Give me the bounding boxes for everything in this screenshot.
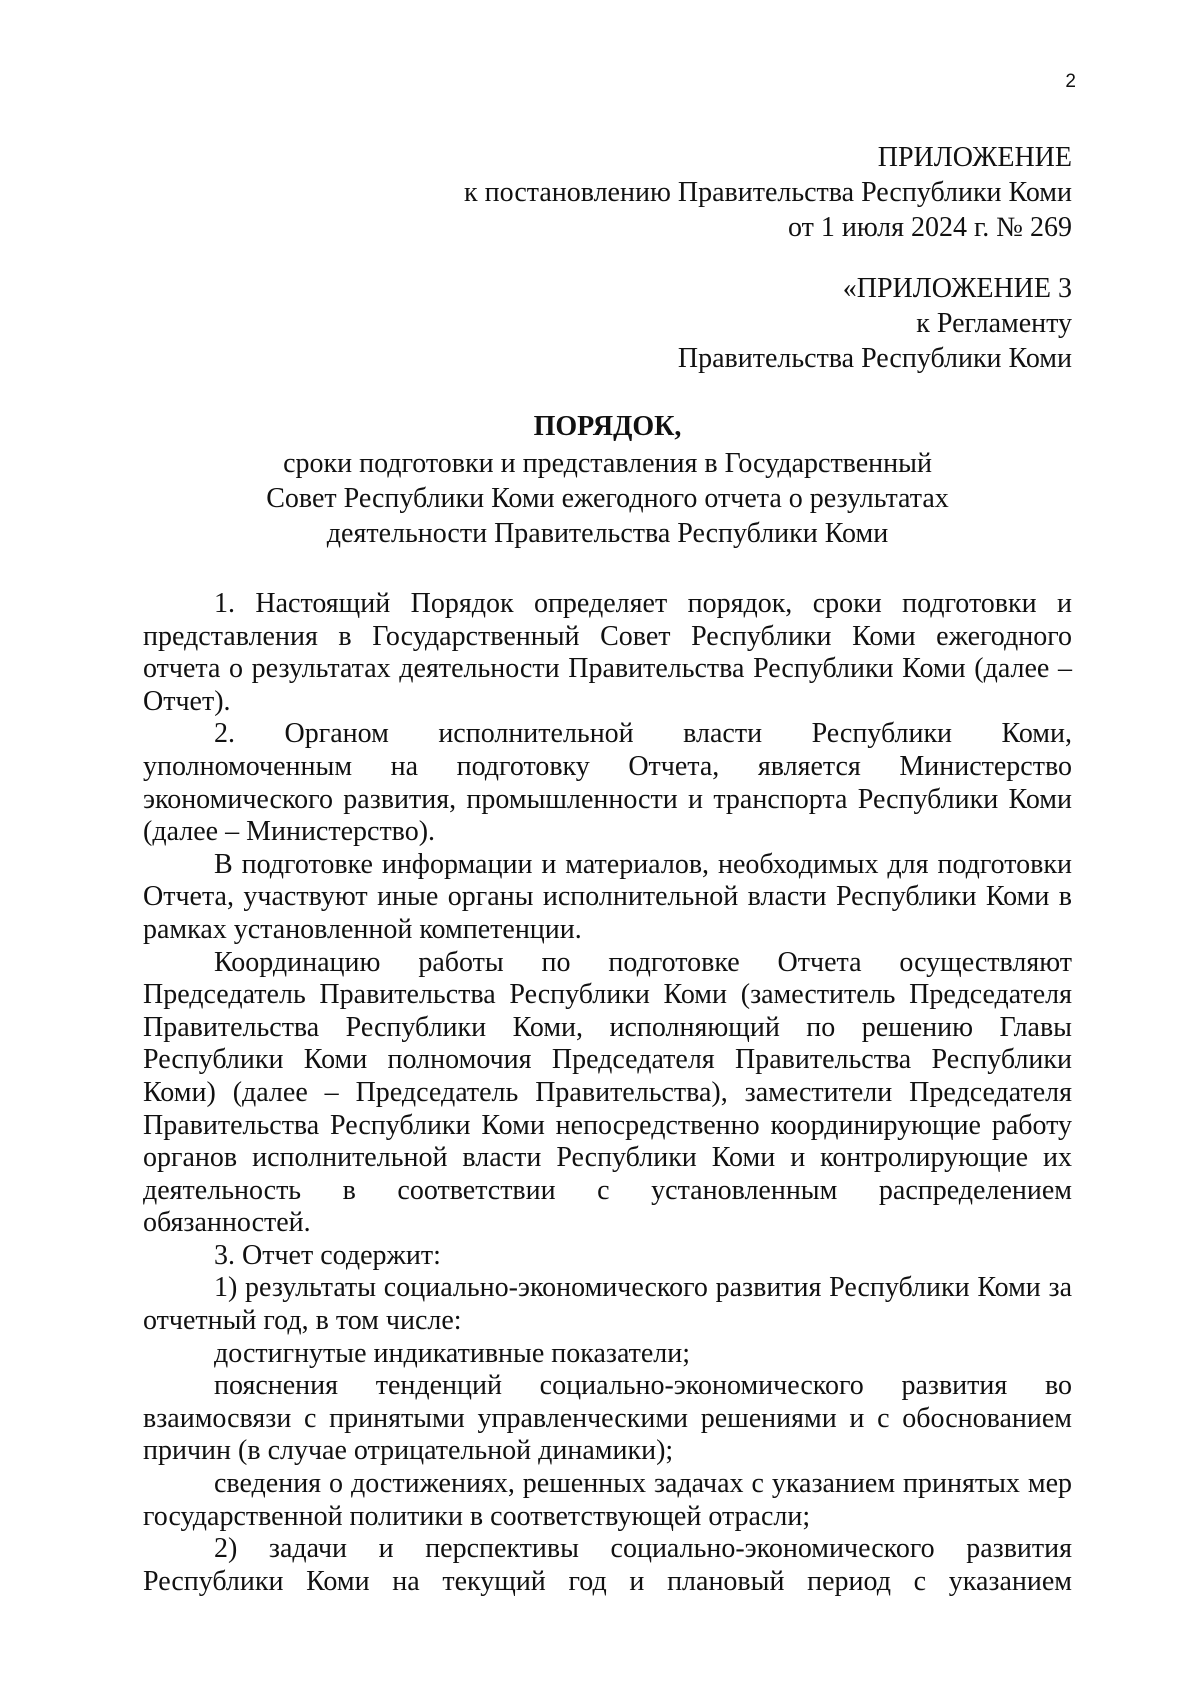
annex-header xyxy=(143,271,1072,376)
title-subtitle-line: деятельности Правительства Республики Коми xyxy=(326,518,889,549)
paragraph: сведения о достижениях, решенных задачах с указанием принятых мер государственной политики в соответствующей отрасли; xyxy=(143,1468,1072,1532)
document-title xyxy=(143,408,1072,551)
annex-header-line: «ПРИЛОЖЕНИЕ 3 xyxy=(842,273,1072,304)
paragraph: достигнутые индикативные показатели; xyxy=(214,1337,691,1369)
paragraph: 1. Настоящий Порядок определяет порядок, сроки подготовки и представления в Государственный Совет Республики Коми ежегодного отчета о результатах деятельности Правительства Республики Коми (далее – Отчет). xyxy=(143,588,1072,717)
appendix-header xyxy=(143,140,1072,245)
document-body xyxy=(143,140,1072,1598)
annex-header-line: к Регламенту xyxy=(916,308,1072,339)
title-subtitle-line: сроки подготовки и представления в Государственный xyxy=(283,448,932,479)
appendix-header-line: ПРИЛОЖЕНИЕ xyxy=(877,142,1072,173)
annex-header-line: Правительства Республики Коми xyxy=(677,343,1072,374)
paragraph: 3. Отчет содержит: xyxy=(214,1239,441,1271)
paragraph: 2) задачи и перспективы социально-экономического развития Республики Коми на текущий год и плановый период с указанием xyxy=(143,1533,1072,1597)
title-subtitle-line: Совет Республики Коми ежегодного отчета о результатах xyxy=(266,483,949,514)
body-text xyxy=(143,588,1072,1598)
paragraph: 1) результаты социально-экономического развития Республики Коми за отчетный год, в том числе: xyxy=(143,1272,1072,1337)
appendix-header-line: от 1 июля 2024 г. № 269 xyxy=(788,212,1072,243)
paragraph: 2. Органом исполнительной власти Республики Коми, уполномоченным на подготовку Отчета, является Министерство экономического развития, промышленности и транспорта Республики Коми (далее – Министерство). xyxy=(143,718,1072,848)
title-heading: ПОРЯДОК, xyxy=(533,411,682,442)
page-number: 2 xyxy=(1065,71,1076,92)
paragraph: пояснения тенденций социально-экономического развития во взаимосвязи с принятыми управленческими решениями и с обоснованием причин (в случае отрицательной динамики); xyxy=(143,1370,1072,1467)
paragraph: Координацию работы по подготовке Отчета осуществляют Председатель Правительства Республики Коми (заместитель Председателя Правительства Республики Коми, исполняющий по решению Главы Республики Коми полномочия Председателя Правительства Республики Коми) (далее – Председатель Правительства), заместители Председателя Правительства Республики Коми непосредственно координирующие работу органов исполнительной власти Республики Коми и контролирующие их деятельность в соответствии с установленным распределением обязанностей. xyxy=(143,946,1072,1239)
appendix-header-line: к постановлению Правительства Республики Коми xyxy=(464,177,1072,208)
paragraph: В подготовке информации и материалов, необходимых для подготовки Отчета, участвуют иные органы исполнительной власти Республики Коми в рамках установленной компетенции. xyxy=(143,848,1072,945)
